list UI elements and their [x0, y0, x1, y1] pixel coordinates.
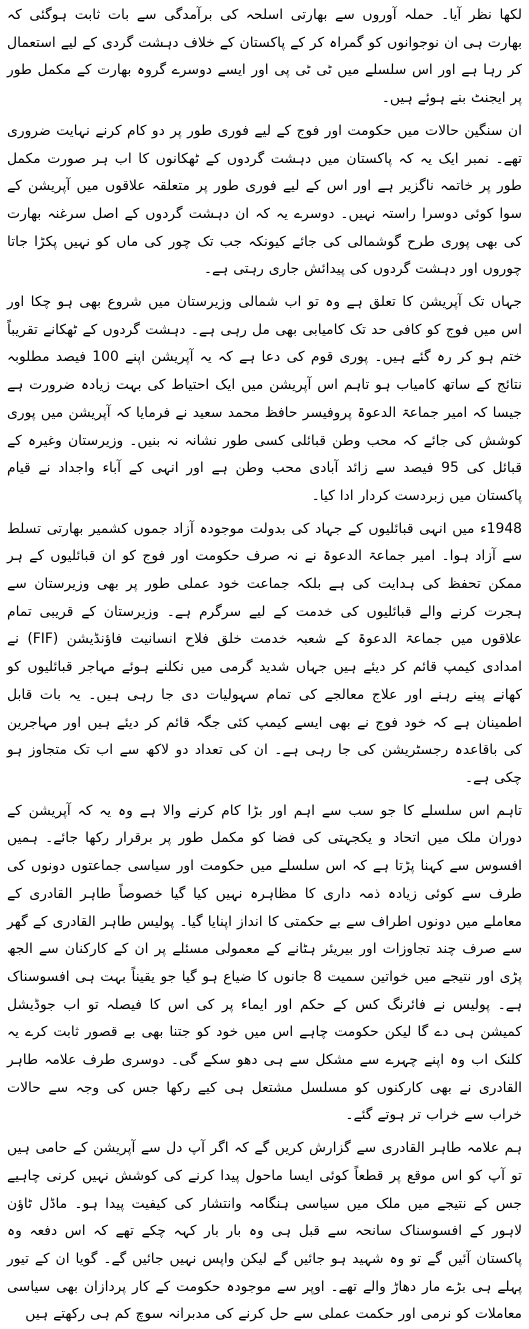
- article-paragraph: جہاں تک آپریشن کا تعلق ہے وہ تو اب شمالی وزیرستان میں شروع بھی ہو چکا اور اس میں فوج کو کافی حد تک کامیابی بھی مل رہی ہے۔ دہشت گردوں کے ٹھکانے تقریباً ختم ہو کر رہ گئے ہیں۔ پوری قوم کی دعا ہے کہ یہ آپریشن اپنے 100 فیصد مطلوبہ نتائج کے ساتھ کامیاب ہو تاہم اس آپریشن میں ایک احتیاط کی بہت زیادہ ضرورت ہے جیسا کہ امیر جماعۃ الدعوۃ پروفیسر حافظ محمد سعید نے فرمایا کہ آپریشن میں پوری کوشش کی جائے کہ محب وطن قبائلی کسی طور نشانہ نہ بنیں۔ وزیرستان وغیرہ کے قبائل کی 95 فیصد سے زائد آبادی محب وطن ہے اور انہی کے آباء واجداد نے قیام پاکستان میں زبردست کردار ادا کیا۔: [7, 294, 522, 504]
- article-paragraph: لکھا نظر آیا۔ حملہ آوروں سے بھارتی اسلحہ کی برآمدگی سے بات ثابت ہوگئی کہ بھارت ہی ان نوجوانوں کو گمراہ کر کے پاکستان کے خلاف دہشت گردی کے لیے استعمال کر رہا ہے اور اس سلسلے میں ٹی ٹی پی اور ایسے دوسرے گروہ بھارت کے مکمل طور پر ایجنٹ بنے ہوئے ہیں۔: [7, 7, 522, 107]
- article-paragraph: ان سنگین حالات میں حکومت اور فوج کے لیے فوری طور پر دو کام کرنے نہایت ضروری تھے۔ نمبر ایک یہ کہ پاکستان میں دہشت گردوں کے ٹھکانوں کا اب ہر صورت مکمل طور پر خاتمہ ناگزیر ہے اور اس کے لیے فوری طور پر متعلقہ علاقوں میں آپریشن کے سوا کوئی دوسرا راستہ نہیں۔ دوسرے یہ کہ ان دہشت گردوں کے اصل سرغنہ بھارت کی بھی پوری طرح گوشمالی کی جائے کیونکہ جب تک چور کی ماں کو نہیں پکڑا جاتا چوروں اور دہشت گردوں کی پیدائش جاری رہتی ہے۔: [7, 122, 522, 278]
- article-paragraph: تاہم اس سلسلے کا جو سب سے اہم اور بڑا کام کرنے والا ہے وہ یہ کہ آپریشن کے دوران ملک میں اتحاد و یکجہتی کی فضا کو مکمل طور پر برقرار رکھا جائے۔ ہمیں افسوس سے کہنا پڑتا ہے کہ اس سلسلے میں حکومت اور سیاسی جماعتوں دونوں کی طرف سے کوئی زیادہ ذمہ داری کا مظاہرہ نہیں کیا گیا خصوصاً طاہر القادری کے معاملے میں دونوں اطراف سے بے حکمتی کا انداز اپنایا گیا۔ پولیس طاہر القادری کے گھر سے صرف چند تجاوزات اور بیریئر ہٹانے کے معمولی مسئلے پر ان کے کارکنان سے الجھ پڑی اور نتیجے میں خواتین سمیت 8 جانوں کا ضیاع ہو گیا جو یقیناً بہت ہی افسوسناک ہے۔ پولیس نے فائرنگ کس کے حکم اور ایماء پر کی اس کا فیصلہ تو اب جوڈیشل کمیشن ہی دے گا لیکن حکومت چاہے اس میں خود کو جتنا بھی بے قصور ثابت کرے یہ کلنک اب وہ اپنے چہرے سے مشکل سے ہی دھو سکے گی۔ دوسری طرف علامہ طاہر القادری نے بھی کارکنوں کو مسلسل مشتعل ہی کیے رکھا جس کی وجہ سے حالات خراب سے خراب تر ہوتے گئے۔: [7, 802, 522, 1124]
- article-paragraph: 1948ء میں انہی قبائلیوں کے جہاد کی بدولت موجودہ آزاد جموں کشمیر بھارتی تسلط سے آزاد ہوا۔ امیر جماعۃ الدعوۃ نے نہ صرف حکومت اور فوج کو ان قبائلیوں کے ہر ممکن تحفظ کی ہدایت کی ہے بلکہ جماعت خود عملی طور پر بھی وزیرستان سے ہجرت کرنے والے قبائلیوں کی خدمت کے لیے سرگرم ہے۔ وزیرستان کے قریبی تمام علاقوں میں جماعۃ الدعوۃ کے شعبہ خدمت خلق فلاح انسانیت فاؤنڈیشن (FIF) نے امدادی کیمپ قائم کر دیئے ہیں جہاں شدید گرمی میں نکلنے ہوئے مہاجر قبائلیوں کو کھانے پینے رہنے اور علاج معالجے کی تمام سہولیات دی جا رہی ہیں۔ یہ بات قابل اطمینان ہے کہ خود فوج نے بھی ایسے کیمپ کئی جگہ قائم کر دیئے ہیں اور مہاجرین کی باقاعدہ رجسٹریشن کی جا رہی ہے۔ ان کی تعداد دو لاکھ سے اب تک متجاوز ہو چکی ہے۔: [7, 520, 523, 786]
- article-paragraph: ہم علامہ طاہر القادری سے گزارش کریں گے کہ اگر آپ دل سے آپریشن کے حامی ہیں تو آپ کو اس موقع پر قطعاً کوئی ایسا ماحول پیدا کرنے کی کوشش نہیں کرنی چاہیے جس کے نتیجے میں ملک میں سیاسی ہنگامہ وانتشار کی کیفیت پیدا ہو۔ ماڈل ٹاؤن لاہور کے افسوسناک سانحہ سے قبل ہی وہ بار بار کہہ چکے تھے کہ اس دفعہ وہ پاکستان آئیں گے تو وہ شہید ہو جائیں گے لیکن واپس نہیں جائیں گے۔ گویا ان کے تیور پہلے ہی بڑے مار دھاڑ والے تھے۔ اوپر سے موجودہ حکومت کے کار پردازان بھی سیاسی معاملات کو نرمی اور حکمت عملی سے حل کرنے کی مدبرانہ سوچ کم ہی رکھتے ہیں: [7, 1140, 522, 1323]
